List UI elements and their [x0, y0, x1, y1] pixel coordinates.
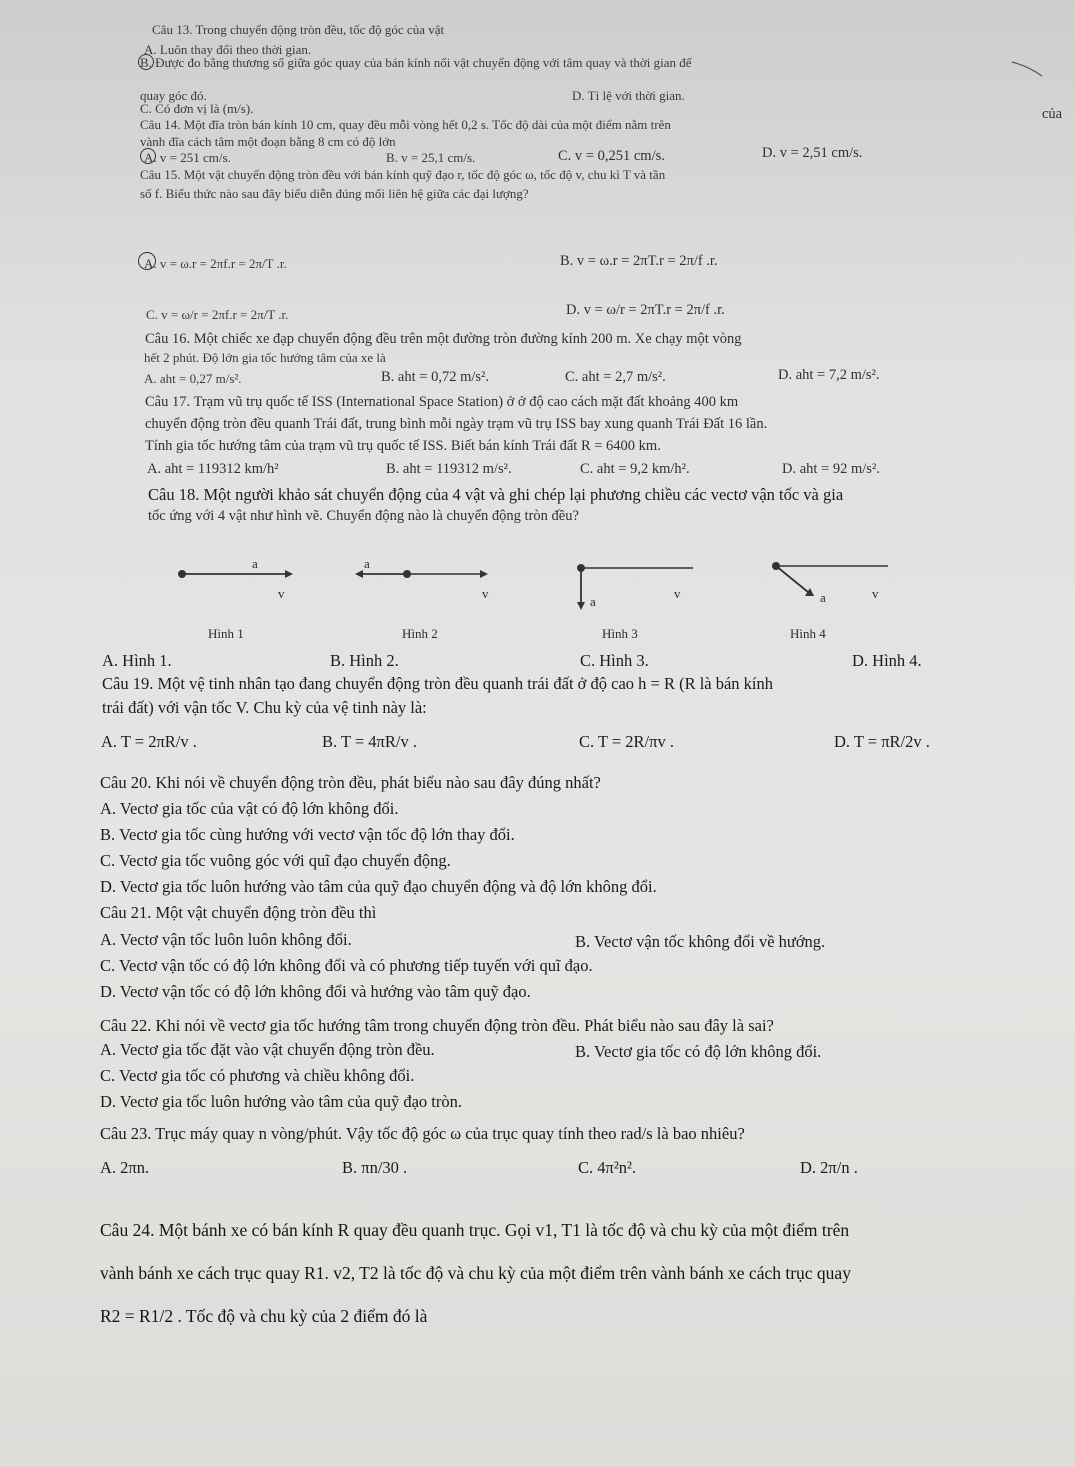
q22-option-d: D. Vectơ gia tốc luôn hướng vào tâm của quỹ đạo tròn.	[100, 1092, 462, 1111]
question-15: Câu 15. Một vật chuyển động tròn đều với bán kính quỹ đạo r, tốc độ góc ω, tốc độ v, chu kì T và tần	[140, 167, 666, 182]
q13-option-a: A. Luôn thay đổi theo thời gian.	[144, 42, 312, 57]
figure-4-caption: Hình 4	[790, 626, 826, 641]
q20-option-d: D. Vectơ gia tốc luôn hướng vào tâm của quỹ đạo chuyển động và độ lớn không đổi.	[100, 877, 657, 896]
q13-option-d: D. Tỉ lệ với thời gian.	[572, 88, 685, 103]
question-18-cont: tốc ứng với 4 vật như hình vẽ. Chuyển động nào là chuyển động tròn đều?	[148, 508, 579, 524]
vector-v-label: v	[278, 586, 285, 601]
question-17-cont2: Tính gia tốc hướng tâm của trạm vũ trụ quốc tế ISS. Biết bán kính Trái đất R = 6400 km.	[145, 438, 661, 454]
vector-v-label: v	[482, 586, 489, 601]
question-16-cont: hết 2 phút. Độ lớn gia tốc hướng tâm của xe là	[144, 350, 386, 365]
vector-a-label: a	[590, 594, 596, 609]
question-18: Câu 18. Một người khảo sát chuyển động của 4 vật và ghi chép lại phương chiều các vectơ vận tốc và gia	[148, 485, 844, 504]
question-16: Câu 16. Một chiếc xe đạp chuyển động đều trên một đường tròn đường kính 200 m. Xe chạy một vòng	[145, 331, 742, 347]
vector-v-label: v	[872, 586, 879, 601]
circled-answer-mark	[138, 252, 156, 270]
q18-option-b: B. Hình 2.	[330, 651, 399, 670]
q16-option-d: D. aht = 7,2 m/s².	[778, 367, 880, 383]
q14-option-a: A. v = 251 cm/s.	[144, 150, 231, 165]
question-17-cont: chuyển động tròn đều quanh Trái đất, trung bình mỗi ngày trạm vũ trụ ISS bay xung quanh Trái Đất 16 lần.	[145, 416, 768, 432]
vector-v-label: v	[674, 586, 681, 601]
q21-option-b: B. Vectơ vận tốc không đổi về hướng.	[575, 932, 826, 951]
q17-option-d: D. aht = 92 m/s².	[782, 461, 880, 477]
q21-option-c: C. Vectơ vận tốc có độ lớn không đổi và có phương tiếp tuyến với quĩ đạo.	[100, 956, 593, 975]
q15-option-c: C. v = ω/r = 2πf.r = 2π/T .r.	[146, 307, 289, 322]
pen-stroke	[1010, 58, 1050, 78]
question-24: Câu 24. Một bánh xe có bán kính R quay đều quanh trục. Gọi v1, T1 là tốc độ và chu kỳ của một điểm trên	[100, 1220, 850, 1240]
question-14: Câu 14. Một đĩa tròn bán kính 10 cm, quay đều mỗi vòng hết 0,2 s. Tốc độ dài của một điểm nằm trên	[140, 117, 671, 132]
q20-option-b: B. Vectơ gia tốc cùng hướng với vectơ vận tốc độ lớn thay đổi.	[100, 825, 515, 844]
q16-option-a: A. aht = 0,27 m/s².	[144, 371, 242, 386]
q23-option-a: A. 2πn.	[100, 1158, 150, 1177]
q18-option-d: D. Hình 4.	[852, 651, 922, 670]
q22-option-c: C. Vectơ gia tốc có phương và chiều không đổi.	[100, 1066, 415, 1085]
q22-option-b: B. Vectơ gia tốc có độ lớn không đổi.	[575, 1042, 822, 1061]
q19-option-c: C. T = 2R/πv .	[579, 732, 674, 751]
figure-2-caption: Hình 2	[402, 626, 438, 641]
figure-3-caption: Hình 3	[602, 626, 638, 641]
question-22: Câu 22. Khi nói về vectơ gia tốc hướng tâm trong chuyển động tròn đều. Phát biểu nào sau đây là sai?	[100, 1016, 774, 1035]
circled-answer-mark	[140, 148, 156, 164]
q19-option-a: A. T = 2πR/v .	[101, 732, 197, 751]
question-17: Câu 17. Trạm vũ trụ quốc tế ISS (International Space Station) ở ở độ cao cách mặt đất khoảng 400 km	[145, 394, 739, 410]
q17-option-b: B. aht = 119312 m/s².	[386, 461, 512, 477]
q13-option-c: C. Có đơn vị là (m/s).	[140, 101, 254, 116]
question-19-cont: trái đất) với vận tốc V. Chu kỳ của vệ tinh này là:	[102, 698, 427, 717]
question-23: Câu 23. Trục máy quay n vòng/phút. Vậy tốc độ góc ω của trục quay tính theo rad/s là bao nhiêu?	[100, 1124, 745, 1143]
vector-a-label: a	[364, 556, 370, 571]
q16-option-b: B. aht = 0,72 m/s².	[381, 369, 489, 385]
vector-a-label: a	[820, 590, 826, 605]
q15-option-a: A. v = ω.r = 2πf.r = 2π/T .r.	[144, 256, 287, 271]
q20-option-c: C. Vectơ gia tốc vuông góc với quĩ đạo chuyển động.	[100, 851, 451, 870]
figure-3	[575, 560, 705, 620]
q13-option-b-cont: quay góc đó.	[140, 88, 207, 103]
q18-option-a: A. Hình 1.	[102, 651, 172, 670]
q17-option-a: A. aht = 119312 km/h²	[147, 461, 279, 477]
q18-option-c: C. Hình 3.	[580, 651, 649, 670]
q14-option-b: B. v = 25,1 cm/s.	[386, 150, 476, 165]
figure-1-caption: Hình 1	[208, 626, 244, 641]
q23-option-c: C. 4π²n².	[578, 1158, 637, 1177]
q22-option-a: A. Vectơ gia tốc đặt vào vật chuyển động tròn đều.	[100, 1040, 435, 1059]
q17-option-c: C. aht = 9,2 km/h².	[580, 461, 690, 477]
question-15-cont: số f. Biểu thức nào sau đây biểu diễn đúng mối liên hệ giữa các đại lượng?	[140, 186, 529, 201]
question-24-cont: vành bánh xe cách trục quay R1. v2, T2 là tốc độ và chu kỳ của một điểm trên vành bánh xe cách trục quay	[100, 1263, 851, 1283]
question-21: Câu 21. Một vật chuyển động tròn đều thì	[100, 903, 377, 922]
q21-option-a: A. Vectơ vận tốc luôn luôn không đổi.	[100, 930, 352, 949]
q15-option-d: D. v = ω/r = 2πT.r = 2π/f .r.	[566, 302, 725, 318]
q14-option-c: C. v = 0,251 cm/s.	[558, 148, 665, 164]
q14-option-d: D. v = 2,51 cm/s.	[762, 145, 863, 161]
question-19: Câu 19. Một vệ tinh nhân tạo đang chuyển động tròn đều quanh trái đất ở độ cao h = R (R là bán kính	[102, 674, 774, 693]
q20-option-a: A. Vectơ gia tốc của vật có độ lớn không đổi.	[100, 799, 399, 818]
q23-option-d: D. 2π/n .	[800, 1158, 858, 1177]
q19-option-b: B. T = 4πR/v .	[322, 732, 417, 751]
q13-option-b: B. Được đo bằng thương số giữa góc quay của bán kính nối vật chuyển động với tâm quay và thời gian để	[140, 55, 692, 70]
q23-option-b: B. πn/30 .	[342, 1158, 408, 1177]
q16-option-c: C. aht = 2,7 m/s².	[565, 369, 666, 385]
question-20: Câu 20. Khi nói về chuyển động tròn đều, phát biểu nào sau đây đúng nhất?	[100, 773, 601, 792]
q15-option-b: B. v = ω.r = 2πT.r = 2π/f .r.	[560, 253, 718, 269]
margin-note: của	[1042, 106, 1063, 122]
question-13: Câu 13. Trong chuyển động tròn đều, tốc độ góc của vật	[152, 22, 445, 37]
question-14-cont: vành đĩa cách tâm một đoạn bằng 8 cm có độ lớn	[140, 134, 396, 149]
question-24-cont2: R2 = R1/2 . Tốc độ và chu kỳ của 2 điểm đó là	[100, 1306, 428, 1326]
q19-option-d: D. T = πR/2v .	[834, 732, 930, 751]
vector-a-label: a	[252, 556, 258, 571]
q21-option-d: D. Vectơ vận tốc có độ lớn không đổi và hướng vào tâm quỹ đạo.	[100, 982, 531, 1001]
circled-answer-mark	[138, 54, 154, 70]
